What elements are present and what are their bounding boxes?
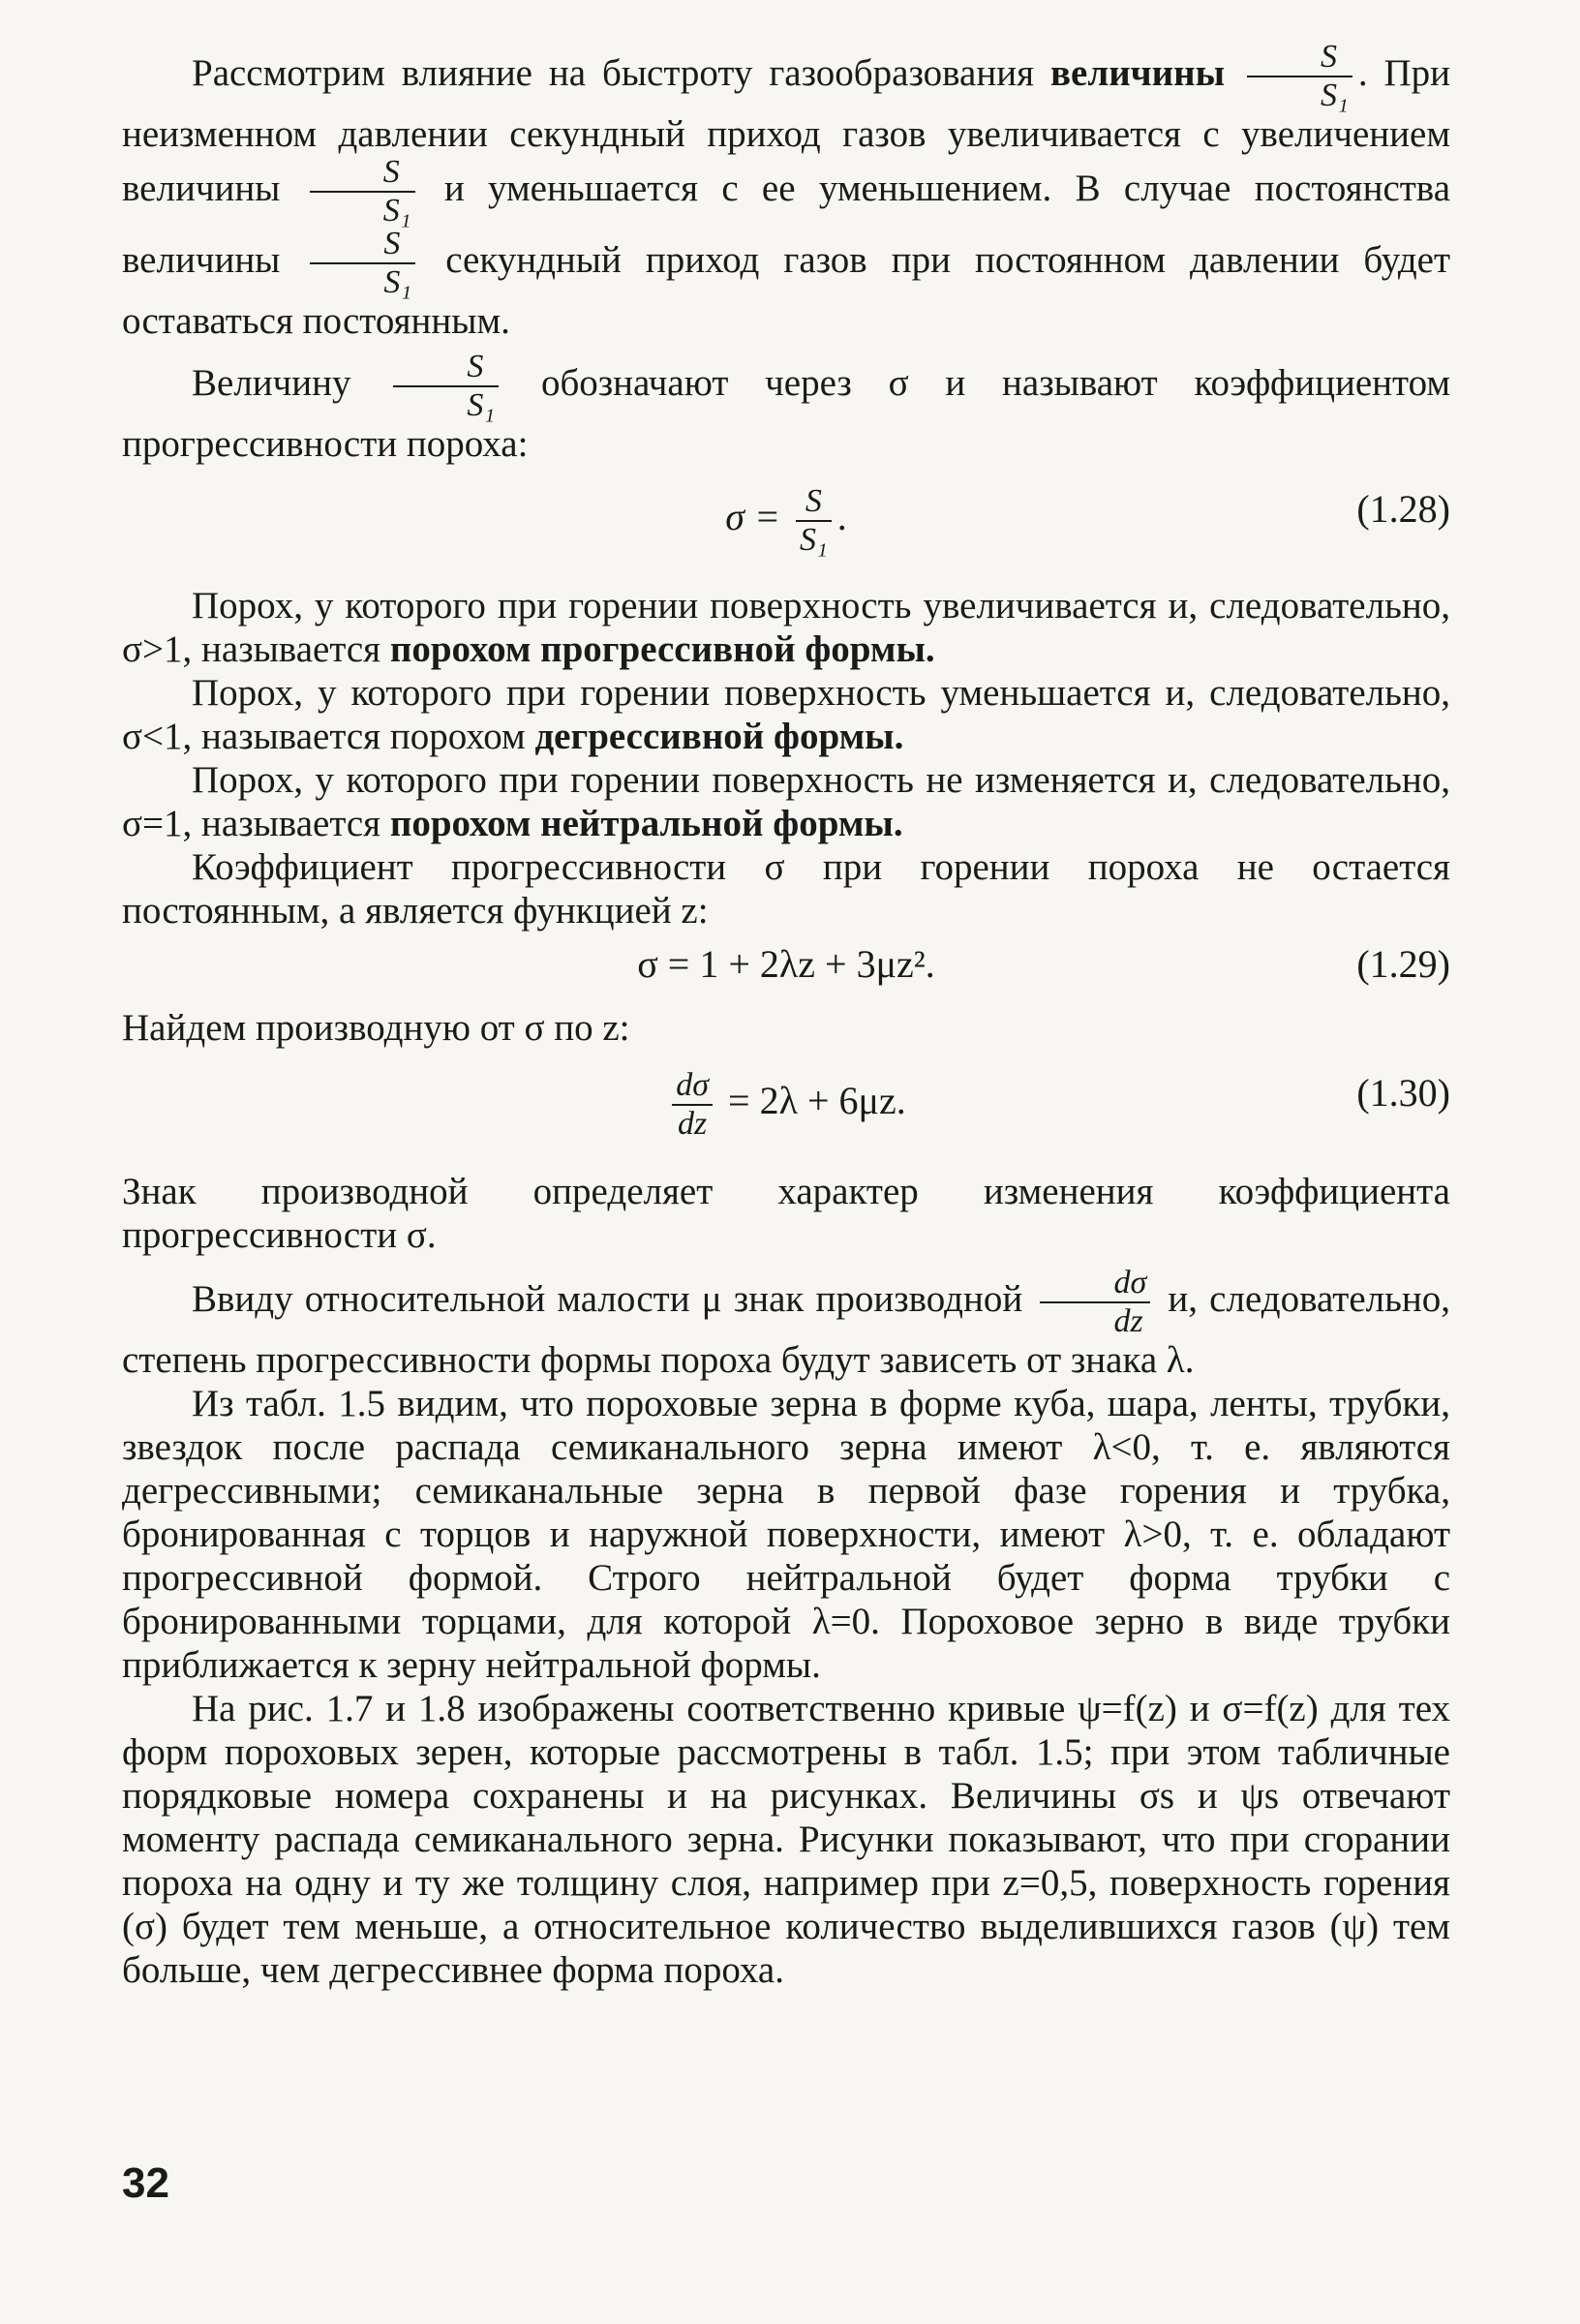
- paragraph-10: [122, 1382, 1450, 1687]
- p8-text-a: Знак производной определяет характер изменения коэффициента прогрессивности σ.: [122, 1171, 1450, 1256]
- p9-text-a: Ввиду относительной малости μ знак производной: [192, 1277, 1023, 1320]
- paragraph-7: [122, 1006, 1450, 1050]
- frac-den: S₁: [1247, 76, 1352, 112]
- paragraph-2: [122, 351, 1450, 466]
- p7-text-a: Найдем производную от σ по z:: [122, 1007, 630, 1049]
- fraction-s-s1: [310, 156, 415, 228]
- eq-tail: .: [836, 495, 847, 539]
- p2-text-a: Величину: [192, 361, 351, 404]
- p3-text-a: Порох, у которого при горении поверхность увеличивается и, следовательно, σ>1, называется: [122, 585, 1450, 670]
- text-block: [122, 41, 1450, 1992]
- p1-text-c: и уменьшается с ее уменьшением. В случае постоянства величины: [122, 167, 1451, 281]
- p11-text-a: На рис. 1.7 и 1.8 изображены соответственно кривые ψ=f(z) и σ=f(z) для тех форм пороховых зерен, которые рассмотрены в табл. 1.5; при этом табличные порядковые номера сохранены и на рисунках. Величины σs и ψs отвечают моменту распада семиканального зерна. Рисунки показывают, что при сгорании пороха на одну и ту же толщину слоя, например при z=0,5, поверхность горения (σ) будет тем меньше, а относительное количество выделившихся газов (ψ) тем больше, чем дегрессивнее форма пороха.: [122, 1688, 1450, 1991]
- paragraph-3: [122, 584, 1450, 671]
- frac-den: dz: [1040, 1301, 1150, 1338]
- equation-formula: σ = 1 + 2λz + 3μz².: [637, 942, 935, 986]
- p5-text-bold: порохом нейтральной формы.: [389, 803, 903, 844]
- equation-number: (1.28): [1356, 487, 1450, 531]
- frac-den: S₁: [796, 520, 832, 557]
- equation-formula: [122, 1069, 1450, 1141]
- fraction-s-s1: [310, 228, 415, 299]
- frac-den: S₁: [310, 262, 415, 299]
- equation-formula: [122, 485, 1450, 557]
- p1-text-b: . При неизменном давлении секундный приход газов увеличивается с увеличением величины: [122, 51, 1451, 209]
- p3-text-bold: порохом прогрессивной формы.: [389, 628, 935, 670]
- equation-number: (1.30): [1356, 1071, 1450, 1115]
- p9-text-b: и, следовательно, степень прогрессивности формы пороха будут зависеть от знака λ.: [122, 1277, 1451, 1381]
- eq-lhs: σ =: [725, 495, 780, 539]
- p6-text-a: Коэффициент прогрессивности σ при горении пороха не остается постоянным, а является функцией z:: [122, 846, 1450, 932]
- paragraph-1: [122, 41, 1450, 343]
- paragraph-4: [122, 671, 1450, 758]
- frac-den: dz: [672, 1104, 713, 1141]
- p5-text-a: Порох, у которого при горении поверхность не изменяется и, следовательно, σ=1, называется: [122, 759, 1450, 844]
- p1-text-a: Рассмотрим влияние на быстроту газообразования: [192, 51, 1035, 94]
- fraction-dsigma-dz: [1040, 1267, 1150, 1338]
- paragraph-8: [122, 1170, 1450, 1257]
- eq-fraction: [672, 1069, 713, 1141]
- eq-fraction: [796, 485, 832, 557]
- frac-num: S: [382, 154, 400, 190]
- page-number: 32: [122, 2159, 169, 2207]
- fraction-s-s1: [1247, 41, 1352, 112]
- frac-den: S₁: [310, 191, 415, 228]
- frac-num: S: [467, 349, 484, 384]
- fraction-s-s1: [393, 351, 499, 422]
- paragraph-9: [122, 1267, 1450, 1382]
- paragraph-5: [122, 758, 1450, 845]
- frac-num: S: [1320, 39, 1337, 75]
- equation-1-29: [122, 933, 1450, 1000]
- paragraph-11: [122, 1687, 1450, 1992]
- equation-1-30: [122, 1050, 1450, 1156]
- paragraph-6: [122, 845, 1450, 933]
- eq-rhs: = 2λ + 6μz.: [728, 1079, 906, 1123]
- frac-num: S: [805, 483, 822, 519]
- equation-1-28: [122, 466, 1450, 563]
- frac-num: S: [383, 226, 401, 261]
- frac-den: S₁: [393, 385, 499, 422]
- p4-text-bold: дегрессивной формы.: [534, 716, 904, 757]
- equation-number: (1.29): [1356, 942, 1450, 986]
- p1-text-bold: величины: [1049, 51, 1226, 94]
- p1-text-d: секундный приход газов при постоянном давлении будет оставаться постоянным.: [122, 238, 1451, 342]
- p10-text-a: Из табл. 1.5 видим, что пороховые зерна в форме куба, шара, ленты, трубки, звездок после распада семиканального зерна имеют λ<0, т. е. являются дегрессивными; семиканальные зерна в первой фазе горения и трубка, бронированная с торцов и наружной поверхности, имеют λ>0, т. е. обладают прогрессивной формой. Строго нейтральной будет форма трубки с бронированными торцами, для которой λ=0. Пороховое зерно в виде трубки приближается к зерну нейтральной формы.: [122, 1383, 1450, 1686]
- frac-num: dσ: [676, 1067, 710, 1103]
- p4-text-a: Порох, у которого при горении поверхность уменьшается и, следовательно, σ<1, называется порохом: [122, 672, 1450, 757]
- p2-text-b: обозначают через σ и называют коэффициентом прогрессивности пороха:: [122, 361, 1451, 465]
- frac-num: dσ: [1113, 1265, 1147, 1300]
